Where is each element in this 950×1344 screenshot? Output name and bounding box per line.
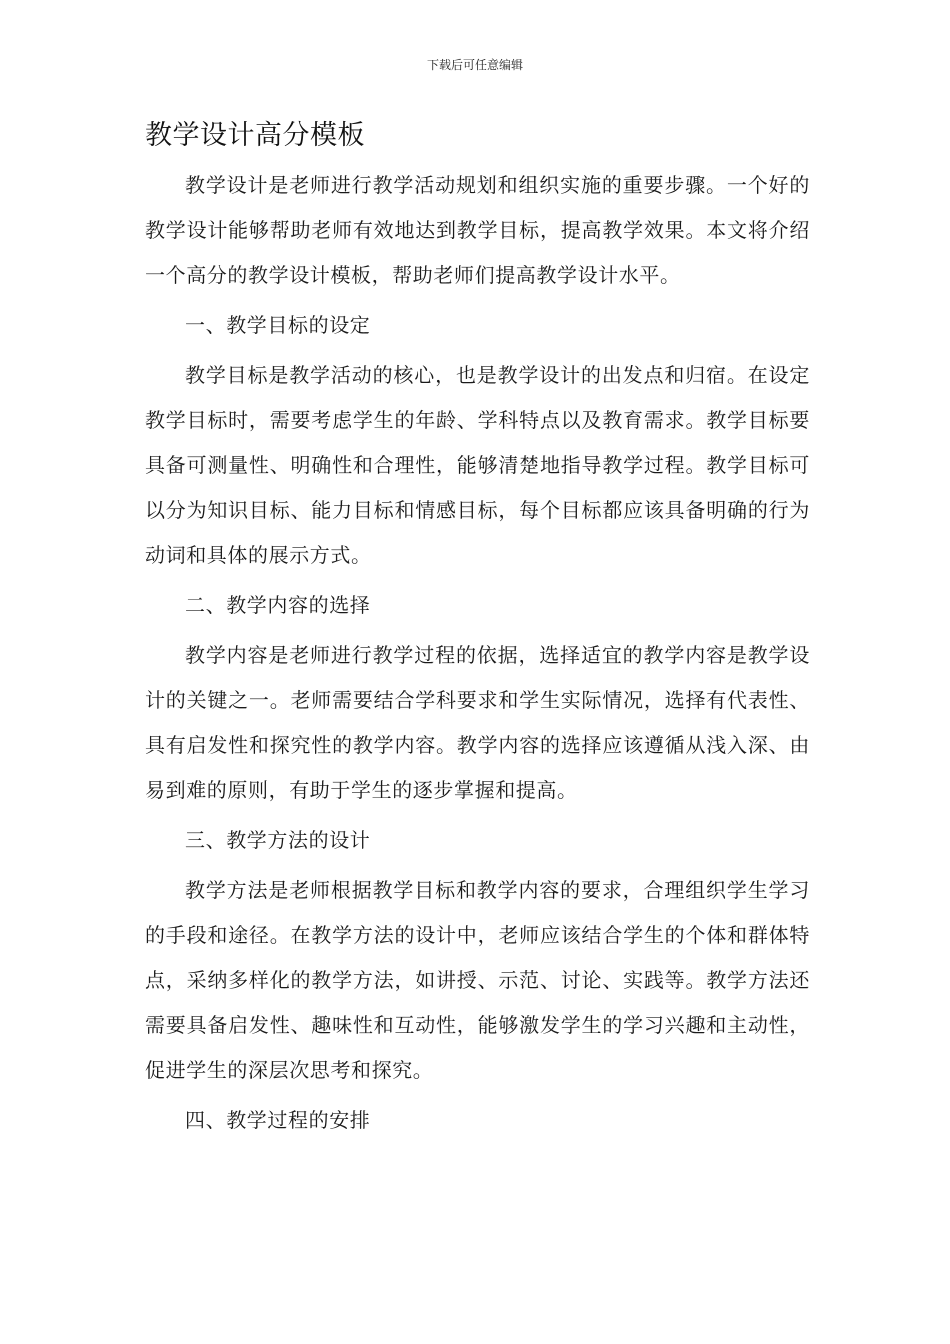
methods-paragraph: 教学方法是老师根据教学目标和教学内容的要求，合理组织学生学习的手段和途径。在教学方法的设计中，老师应该结合学生的个体和群体特点，采纳多样化的教学方法，如讲授、示范、讨论、实践等。教学方法还需要具备启发性、趣味性和互动性，能够激发学生的学习兴趣和主动性，促进学生的深层次思考和探究。 [145, 878, 810, 1082]
document-title: 教学设计高分模板 [145, 120, 365, 151]
content-paragraph: 教学内容是老师进行教学过程的依据，选择适宜的教学内容是教学设计的关键之一。老师需要结合学科要求和学生实际情况，选择有代表性、具有启发性和探究性的教学内容。教学内容的选择应该遵循从浅入深、由易到难的原则，有助于学生的逐步掌握和提高。 [145, 643, 810, 802]
section-heading-process: 四、教学过程的安排 [185, 1108, 371, 1132]
page-header-note: 下载后可任意编辑 [426, 58, 523, 72]
document-body [145, 163, 810, 1148]
objectives-paragraph: 教学目标是教学活动的核心，也是教学设计的出发点和归宿。在设定教学目标时，需要考虑学生的年龄、学科特点以及教育需求。教学目标要具备可测量性、明确性和合理性，能够清楚地指导教学过程。教学目标可以分为知识目标、能力目标和情感目标，每个目标都应该具备明确的行为动词和具体的展示方式。 [145, 363, 810, 567]
section-heading-content: 二、教学内容的选择 [185, 593, 371, 617]
intro-paragraph: 教学设计是老师进行教学活动规划和组织实施的重要步骤。一个好的教学设计能够帮助老师有效地达到教学目标，提高教学效果。本文将介绍一个高分的教学设计模板，帮助老师们提高教学设计水平。 [145, 173, 810, 287]
section-heading-methods: 三、教学方法的设计 [185, 828, 371, 852]
section-heading-objectives: 一、教学目标的设定 [185, 313, 371, 337]
